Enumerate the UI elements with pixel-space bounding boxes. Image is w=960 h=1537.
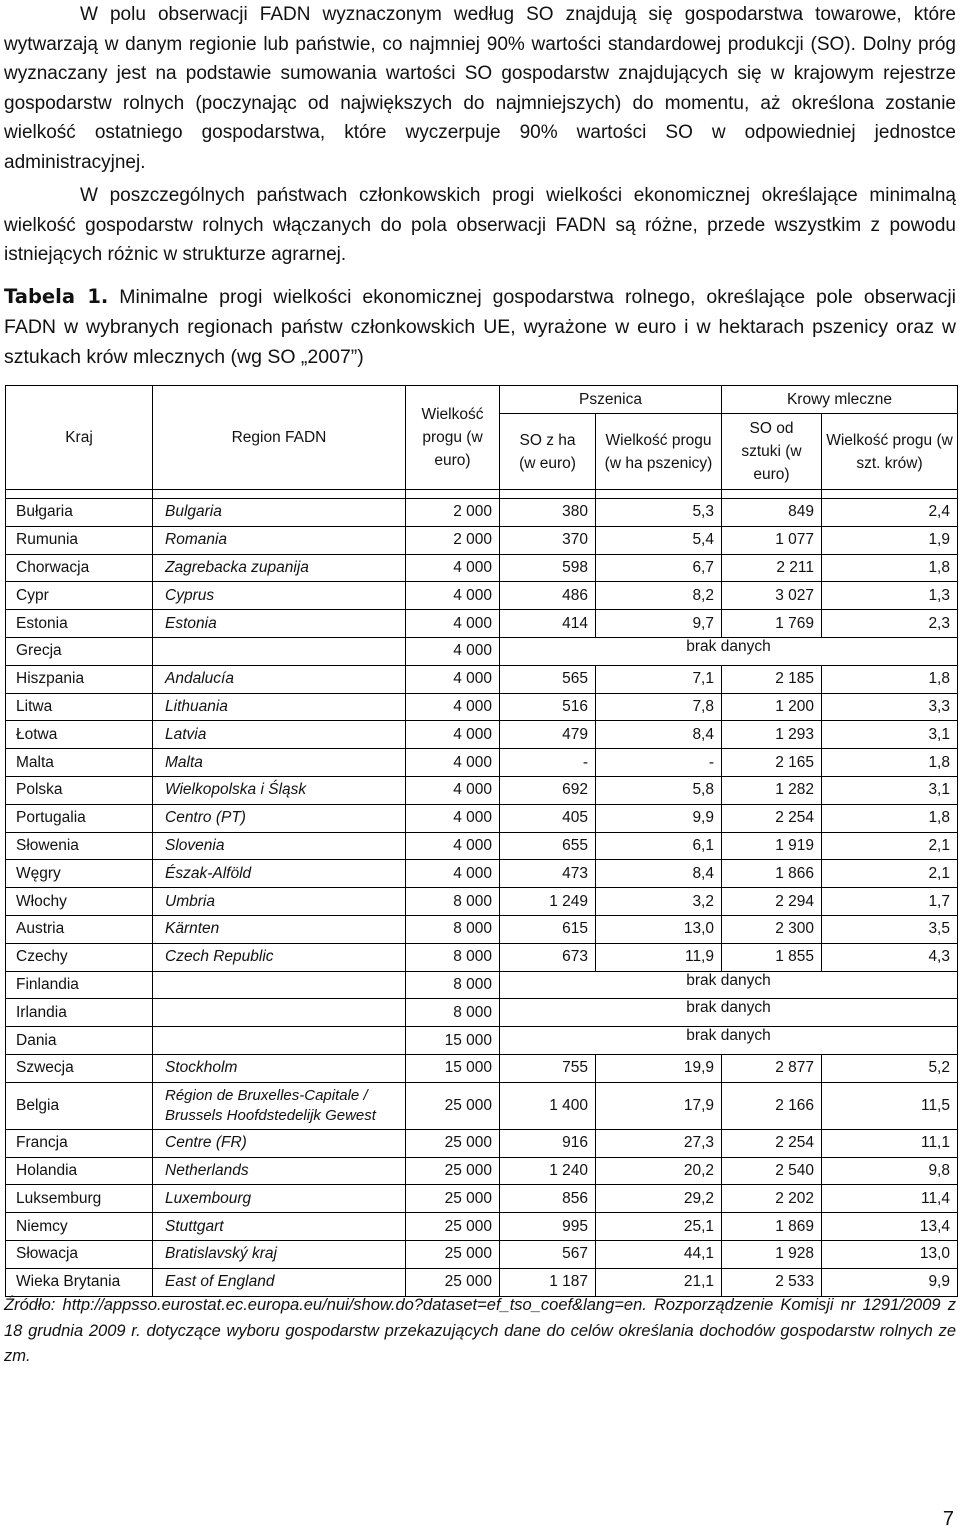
cell-prog-ha: 25,1 [596,1213,722,1241]
cell-prog-szt: 2,1 [822,832,958,860]
table-row [6,1240,958,1268]
cell-region: Malta [153,749,406,777]
table-spacer [6,490,958,499]
cell-prog-ha: 13,0 [596,915,722,943]
header-pszenica: Pszenica [500,386,722,414]
cell-prog-ha: 7,8 [596,693,722,721]
cell-so-ha: 615 [500,915,596,943]
cell-prog-szt: 11,5 [822,1082,958,1129]
cell-prog-euro: 4 000 [406,749,500,777]
cell-prog-szt: 3,5 [822,915,958,943]
cell-prog-ha: 8,2 [596,582,722,610]
cell-region: Estonia [153,610,406,638]
cell-prog-euro: 25 000 [406,1213,500,1241]
cell-prog-ha: 29,2 [596,1185,722,1213]
cell-kraj: Holandia [6,1157,153,1185]
paragraph-1: W polu obserwacji FADN wyznaczonym według SO znajdują się gospodarstwa towarowe, które wytwarzają w danym regionie lub państwie, co najmniej 90% wartości standardowej produkcji (SO). Dolny próg wyznaczany jest na podstawie sumowania wartości SO gospodarstw znajdujących się w krajowym rejestrze gospodarstw rolnych (poczynając od największych do najmniejszych) do momentu, aż określona zostanie wielkość ostatniego gospodarstwa, które wyczerpuje 90% wartości SO w odpowiedniej jednostce administracyjnej. [4,4,956,173]
cell-kraj: Niemcy [6,1213,153,1241]
cell-prog-szt: 9,9 [822,1268,958,1296]
cell-prog-ha: 9,9 [596,804,722,832]
table-body [6,490,958,1297]
table-caption-label: Tabela 1. [4,285,109,308]
cell-prog-szt: 3,1 [822,721,958,749]
cell-prog-szt: 1,8 [822,749,958,777]
cell-so-szt: 1 077 [722,526,822,554]
cell-so-szt: 2 165 [722,749,822,777]
cell-so-ha: 565 [500,665,596,693]
cell-so-szt: 2 254 [722,804,822,832]
cell-prog-ha: 27,3 [596,1129,722,1157]
cell-prog-euro: 15 000 [406,1027,500,1055]
cell-prog-euro: 4 000 [406,637,500,665]
cell-prog-euro: 15 000 [406,1054,500,1082]
cell-prog-ha: 21,1 [596,1268,722,1296]
cell-so-szt: 849 [722,499,822,527]
cell-prog-szt: 2,4 [822,499,958,527]
cell-prog-szt: 11,1 [822,1129,958,1157]
cell-kraj: Irlandia [6,999,153,1027]
cell-region: Centro (PT) [153,804,406,832]
cell-so-ha: 673 [500,943,596,971]
cell-prog-euro: 8 000 [406,888,500,916]
cell-region: Romania [153,526,406,554]
cell-region: Bratislavský kraj [153,1240,406,1268]
cell-so-szt: 1 293 [722,721,822,749]
cell-prog-ha: 9,7 [596,610,722,638]
cell-prog-szt: 5,2 [822,1054,958,1082]
cell-prog-ha: 44,1 [596,1240,722,1268]
cell-kraj: Słowacja [6,1240,153,1268]
table-row [6,776,958,804]
header-prog-euro: Wielkość progu (w euro) [406,386,500,490]
cell-kraj: Rumunia [6,526,153,554]
cell-so-ha: 755 [500,1054,596,1082]
cell-prog-ha: 7,1 [596,665,722,693]
page-number: 7 [942,1508,954,1530]
cell-so-szt: 2 185 [722,665,822,693]
cell-region: Zagrebacka zupanija [153,554,406,582]
cell-so-szt: 2 877 [722,1054,822,1082]
cell-prog-ha: 19,9 [596,1054,722,1082]
table-row [6,665,958,693]
cell-region: Lithuania [153,693,406,721]
cell-region: Andalucía [153,665,406,693]
cell-so-szt: 2 300 [722,915,822,943]
cell-prog-euro: 8 000 [406,971,500,999]
table-row [6,721,958,749]
cell-kraj: Portugalia [6,804,153,832]
cell-region: Észak-Alföld [153,860,406,888]
cell-so-szt: 1 282 [722,776,822,804]
table-row [6,860,958,888]
table-row [6,943,958,971]
cell-prog-ha: - [596,749,722,777]
threshold-table [5,385,958,1297]
cell-so-ha: - [500,749,596,777]
cell-so-szt: 1 928 [722,1240,822,1268]
cell-prog-szt: 1,8 [822,554,958,582]
cell-prog-euro: 4 000 [406,665,500,693]
cell-prog-szt: 1,3 [822,582,958,610]
cell-kraj: Malta [6,749,153,777]
cell-kraj: Cypr [6,582,153,610]
cell-so-ha: 479 [500,721,596,749]
cell-kraj: Austria [6,915,153,943]
cell-so-ha: 1 187 [500,1268,596,1296]
cell-region: Région de Bruxelles-Capitale / Brussels Hoofdstedelijk Gewest [153,1082,406,1129]
table-row [6,1185,958,1213]
cell-prog-ha: 8,4 [596,860,722,888]
cell-prog-euro: 25 000 [406,1082,500,1129]
cell-prog-szt: 11,4 [822,1185,958,1213]
cell-kraj: Hiszpania [6,665,153,693]
cell-kraj: Łotwa [6,721,153,749]
cell-prog-ha: 17,9 [596,1082,722,1129]
cell-kraj: Czechy [6,943,153,971]
cell-region: Latvia [153,721,406,749]
cell-prog-ha: 5,4 [596,526,722,554]
cell-kraj: Szwecja [6,1054,153,1082]
cell-kraj: Belgia [6,1082,153,1129]
cell-so-ha: 567 [500,1240,596,1268]
cell-no-data: brak danych [500,1027,958,1055]
table-row [6,1027,958,1055]
cell-so-ha: 916 [500,1129,596,1157]
cell-prog-euro: 4 000 [406,804,500,832]
cell-kraj: Bułgaria [6,499,153,527]
cell-prog-euro: 4 000 [406,554,500,582]
cell-so-szt: 2 202 [722,1185,822,1213]
cell-kraj: Słowenia [6,832,153,860]
table-row [6,526,958,554]
cell-region [153,1027,406,1055]
table-row [6,554,958,582]
cell-region: Umbria [153,888,406,916]
table-caption-text: Minimalne progi wielkości ekonomicznej gospodarstwa rolnego, określające pole obserwacji FADN w wybranych regionach państw członkowskich UE, wyrażone w euro i w hektarach pszenicy oraz w sztukach krów mlecznych (wg SO „2007”) [4,286,956,368]
table-row [6,1054,958,1082]
cell-prog-ha: 11,9 [596,943,722,971]
cell-so-szt: 2 166 [722,1082,822,1129]
table-row [6,610,958,638]
cell-so-ha: 405 [500,804,596,832]
cell-so-ha: 473 [500,860,596,888]
cell-kraj: Polska [6,776,153,804]
cell-so-szt: 1 769 [722,610,822,638]
table-row [6,1129,958,1157]
cell-kraj: Luksemburg [6,1185,153,1213]
cell-kraj: Estonia [6,610,153,638]
cell-prog-euro: 25 000 [406,1185,500,1213]
cell-prog-szt: 1,8 [822,665,958,693]
cell-so-ha: 380 [500,499,596,527]
header-prog-szt: Wielkość progu (w szt. krów) [822,414,958,490]
cell-so-szt: 2 211 [722,554,822,582]
source-note: Źródło: http://appsso.eurostat.ec.europa.eu/nui/show.do?dataset=ef_tso_coef&lang=en. Rozporządzenie Komisji nr 1291/2009 z 18 grudnia 2009 r. dotyczące wyboru gospodarstw przekazujących dane do celów określania dochodów gospodarstw rolnych ze zm. [4,1296,956,1366]
table-row [6,749,958,777]
cell-kraj: Chorwacja [6,554,153,582]
cell-so-ha: 516 [500,693,596,721]
cell-region: Slovenia [153,832,406,860]
cell-prog-szt: 3,1 [822,776,958,804]
cell-prog-ha: 3,2 [596,888,722,916]
cell-so-ha: 995 [500,1213,596,1241]
cell-no-data: brak danych [500,637,958,665]
cell-region: Netherlands [153,1157,406,1185]
cell-prog-ha: 20,2 [596,1157,722,1185]
cell-region: Kärnten [153,915,406,943]
cell-region: Czech Republic [153,943,406,971]
cell-so-ha: 486 [500,582,596,610]
cell-so-ha: 1 400 [500,1082,596,1129]
cell-region: Luxembourg [153,1185,406,1213]
cell-kraj: Grecja [6,637,153,665]
cell-region: East of England [153,1268,406,1296]
cell-region: Stockholm [153,1054,406,1082]
cell-prog-euro: 4 000 [406,832,500,860]
cell-prog-ha: 5,3 [596,499,722,527]
cell-so-szt: 3 027 [722,582,822,610]
cell-prog-ha: 5,8 [596,776,722,804]
cell-prog-euro: 25 000 [406,1240,500,1268]
cell-prog-euro: 2 000 [406,499,500,527]
header-kraj: Kraj [6,386,153,490]
cell-prog-szt: 13,4 [822,1213,958,1241]
cell-so-szt: 2 533 [722,1268,822,1296]
cell-prog-euro: 25 000 [406,1268,500,1296]
cell-kraj: Litwa [6,693,153,721]
cell-so-szt: 1 866 [722,860,822,888]
cell-region [153,637,406,665]
cell-prog-euro: 4 000 [406,860,500,888]
table-row [6,499,958,527]
cell-so-szt: 1 869 [722,1213,822,1241]
cell-kraj: Włochy [6,888,153,916]
cell-kraj: Dania [6,1027,153,1055]
cell-so-ha: 856 [500,1185,596,1213]
cell-region: Bulgaria [153,499,406,527]
cell-prog-szt: 13,0 [822,1240,958,1268]
table-row [6,999,958,1027]
cell-prog-szt: 9,8 [822,1157,958,1185]
header-so-ha: SO z ha (w euro) [500,414,596,490]
cell-prog-szt: 1,9 [822,526,958,554]
table-row [6,971,958,999]
table-row [6,1082,958,1129]
cell-prog-ha: 6,7 [596,554,722,582]
cell-kraj: Węgry [6,860,153,888]
cell-prog-euro: 8 000 [406,943,500,971]
cell-kraj: Francja [6,1129,153,1157]
cell-prog-euro: 4 000 [406,721,500,749]
cell-region: Stuttgart [153,1213,406,1241]
cell-so-szt: 2 254 [722,1129,822,1157]
cell-prog-szt: 3,3 [822,693,958,721]
cell-prog-euro: 25 000 [406,1129,500,1157]
table-row [6,915,958,943]
table-row [6,637,958,665]
cell-region [153,999,406,1027]
cell-so-ha: 1 240 [500,1157,596,1185]
cell-prog-szt: 2,3 [822,610,958,638]
cell-prog-euro: 4 000 [406,776,500,804]
cell-prog-euro: 4 000 [406,610,500,638]
cell-so-szt: 2 540 [722,1157,822,1185]
cell-prog-szt: 1,8 [822,804,958,832]
cell-region [153,971,406,999]
cell-region: Centre (FR) [153,1129,406,1157]
cell-prog-euro: 2 000 [406,526,500,554]
cell-prog-euro: 8 000 [406,915,500,943]
cell-so-ha: 414 [500,610,596,638]
cell-no-data: brak danych [500,999,958,1027]
cell-prog-euro: 25 000 [406,1157,500,1185]
table-row [6,1157,958,1185]
header-prog-ha: Wielkość progu (w ha pszenicy) [596,414,722,490]
table-row [6,832,958,860]
cell-so-szt: 1 855 [722,943,822,971]
paragraph-2: W poszczególnych państwach członkowskich progi wielkości ekonomicznej określające minimalną wielkość gospodarstw rolnych włączanych do pola obserwacji FADN są różne, przede wszystkim z powodu istniejących różnic w strukturze agrarnej. [4,185,956,266]
table-row [6,1213,958,1241]
cell-prog-euro: 4 000 [406,582,500,610]
cell-so-ha: 1 249 [500,888,596,916]
cell-region: Wielkopolska i Śląsk [153,776,406,804]
cell-prog-szt: 2,1 [822,860,958,888]
cell-prog-ha: 6,1 [596,832,722,860]
table-row [6,888,958,916]
cell-prog-szt: 1,7 [822,888,958,916]
table-row [6,804,958,832]
cell-so-szt: 1 200 [722,693,822,721]
cell-so-ha: 598 [500,554,596,582]
cell-so-szt: 1 919 [722,832,822,860]
cell-prog-euro: 4 000 [406,693,500,721]
cell-prog-ha: 8,4 [596,721,722,749]
cell-so-ha: 655 [500,832,596,860]
cell-so-ha: 692 [500,776,596,804]
table-row [6,582,958,610]
table-caption [4,282,956,372]
cell-so-ha: 370 [500,526,596,554]
table-row [6,1268,958,1296]
cell-prog-euro: 8 000 [406,999,500,1027]
cell-kraj: Finlandia [6,971,153,999]
cell-region: Cyprus [153,582,406,610]
cell-kraj: Wieka Brytania [6,1268,153,1296]
cell-no-data: brak danych [500,971,958,999]
table-row [6,693,958,721]
header-krowy: Krowy mleczne [722,386,958,414]
header-so-szt: SO od sztuki (w euro) [722,414,822,490]
cell-so-szt: 2 294 [722,888,822,916]
cell-prog-szt: 4,3 [822,943,958,971]
header-region: Region FADN [153,386,406,490]
